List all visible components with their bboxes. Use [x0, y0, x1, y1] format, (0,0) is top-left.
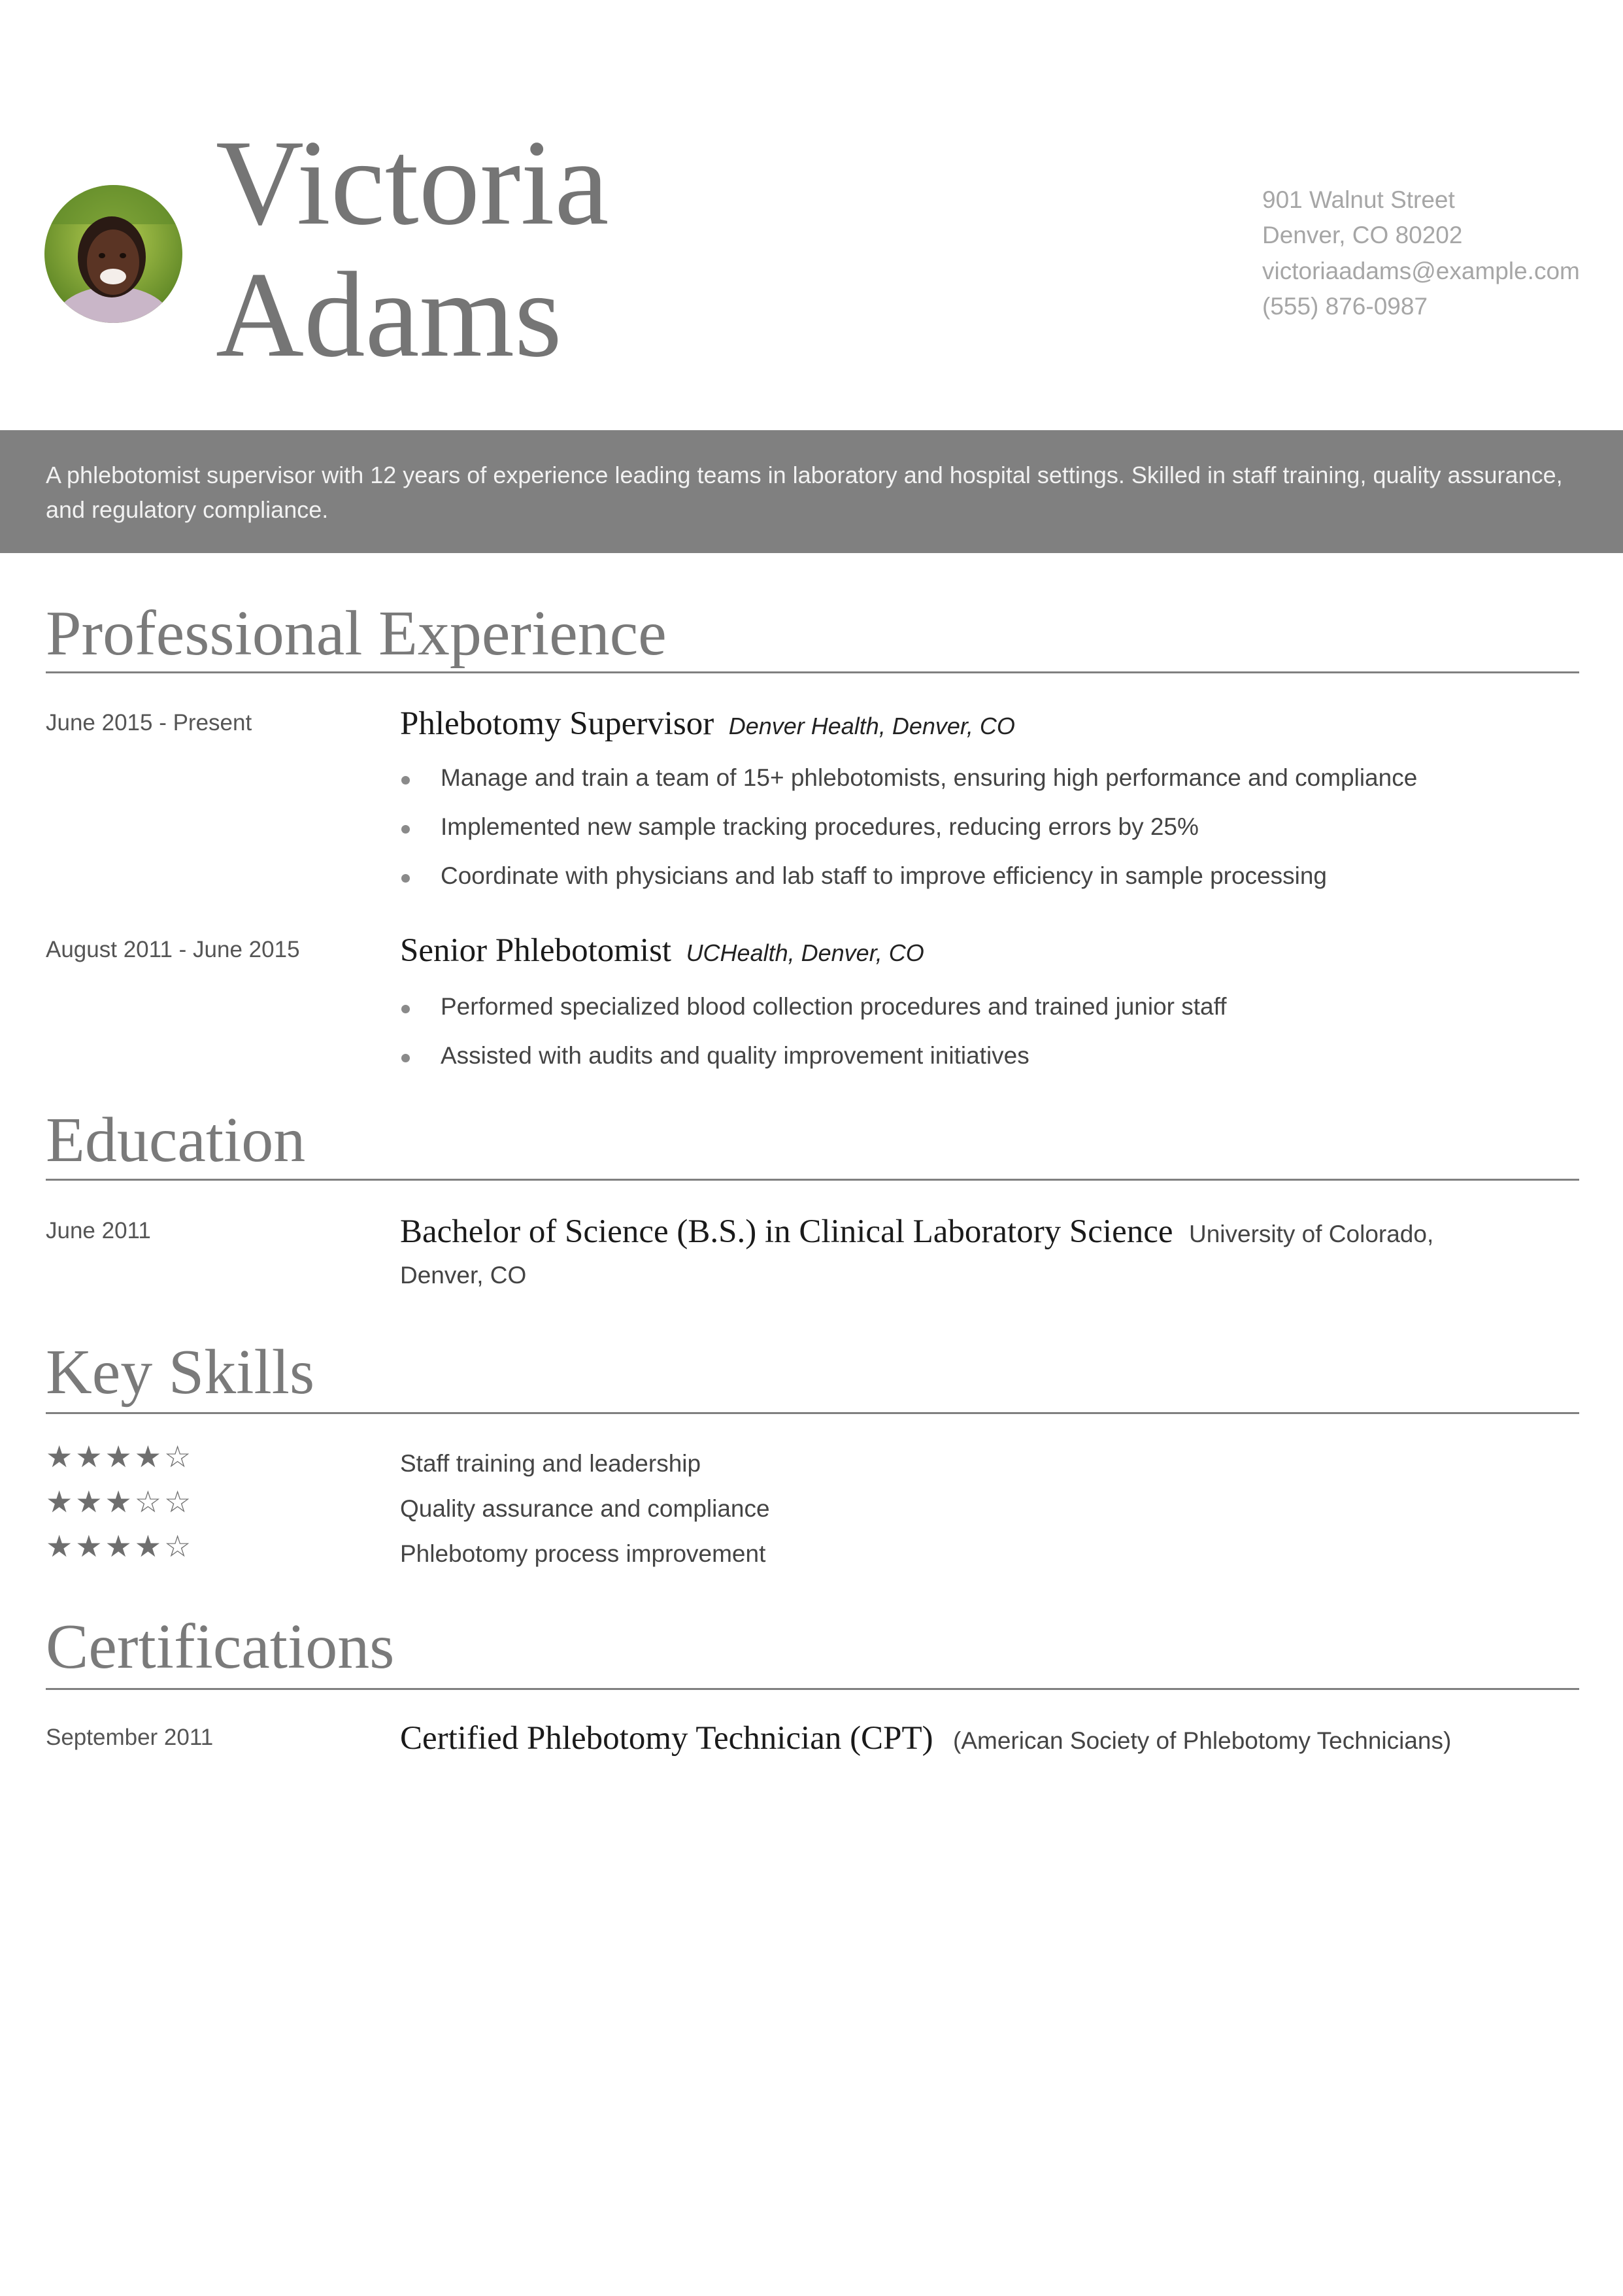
education-date: June 2011: [46, 1218, 151, 1243]
summary-text: A phlebotomist supervisor with 12 years of experience leading teams in laboratory and hospital settings. Skilled in staff training, quality assurance, and regulatory compliance.: [46, 462, 1563, 523]
skill-3-rating: ★★★★☆: [46, 1529, 194, 1563]
job-1-bullet-1: Manage and train a team of 15+ phlebotomists, ensuring high performance and compliance: [441, 764, 1418, 791]
skills-divider: [46, 1412, 1579, 1414]
bullet-marker: [401, 825, 410, 834]
job-2-heading: [400, 932, 924, 970]
profile-photo: [44, 185, 182, 323]
certification-date: September 2011: [46, 1725, 214, 1750]
summary-band: [0, 430, 1623, 553]
certification-line: [400, 1719, 1451, 1757]
first-name: Victoria: [216, 115, 609, 250]
address-line-2: Denver, CO 80202: [1262, 222, 1463, 248]
job-2-employer: UCHealth, Denver, CO: [686, 939, 924, 966]
avatar: [44, 185, 182, 323]
certifications-divider: [46, 1688, 1579, 1690]
job-2-bullet-1: Performed specialized blood collection procedures and trained junior staff: [441, 993, 1227, 1020]
school-location: Denver, CO: [400, 1262, 527, 1289]
bullet-marker: [401, 1005, 410, 1013]
certifications-heading: Certifications: [46, 1612, 395, 1682]
certification-org: (American Society of Phlebotomy Technicians): [953, 1727, 1452, 1754]
education-heading: Education: [46, 1105, 306, 1175]
job-1-dates: June 2015 - Present: [46, 710, 252, 735]
skill-1-rating: ★★★★☆: [46, 1440, 194, 1474]
job-2-bullet-2: Assisted with audits and quality improvement initiatives: [441, 1042, 1029, 1069]
bullet-marker: [401, 1054, 410, 1062]
last-name: Adams: [216, 247, 562, 382]
bullet-marker: [401, 776, 410, 785]
degree: Bachelor of Science (B.S.) in Clinical Laboratory Science: [400, 1213, 1173, 1250]
skill-2-name: Quality assurance and compliance: [400, 1495, 770, 1522]
job-1-heading: [400, 705, 1015, 743]
skill-1-name: Staff training and leadership: [400, 1450, 701, 1477]
job-2-dates: August 2011 - June 2015: [46, 937, 300, 962]
bullet-marker: [401, 874, 410, 883]
certification-name: Certified Phlebotomy Technician (CPT): [400, 1720, 933, 1757]
education-heading-line: [400, 1213, 1433, 1251]
job-1-bullet-3: Coordinate with physicians and lab staff to improve efficiency in sample processing: [441, 862, 1328, 889]
school-name: University of Colorado,: [1188, 1221, 1434, 1247]
job-2-title: Senior Phlebotomist: [400, 932, 672, 969]
job-1-employer: Denver Health, Denver, CO: [728, 713, 1015, 739]
phone: (555) 876-0987: [1262, 293, 1428, 320]
address-line-1: 901 Walnut Street: [1262, 186, 1455, 213]
job-1-bullet-2: Implemented new sample tracking procedures, reducing errors by 25%: [441, 813, 1199, 840]
experience-divider: [46, 671, 1579, 673]
experience-heading: Professional Experience: [46, 598, 667, 669]
job-1-title: Phlebotomy Supervisor: [400, 705, 714, 742]
email[interactable]: victoriaadams@example.com: [1262, 258, 1580, 284]
skill-2-rating: ★★★☆☆: [46, 1485, 194, 1519]
skills-heading: Key Skills: [46, 1337, 315, 1408]
skill-3-name: Phlebotomy process improvement: [400, 1540, 766, 1567]
education-divider: [46, 1179, 1579, 1181]
